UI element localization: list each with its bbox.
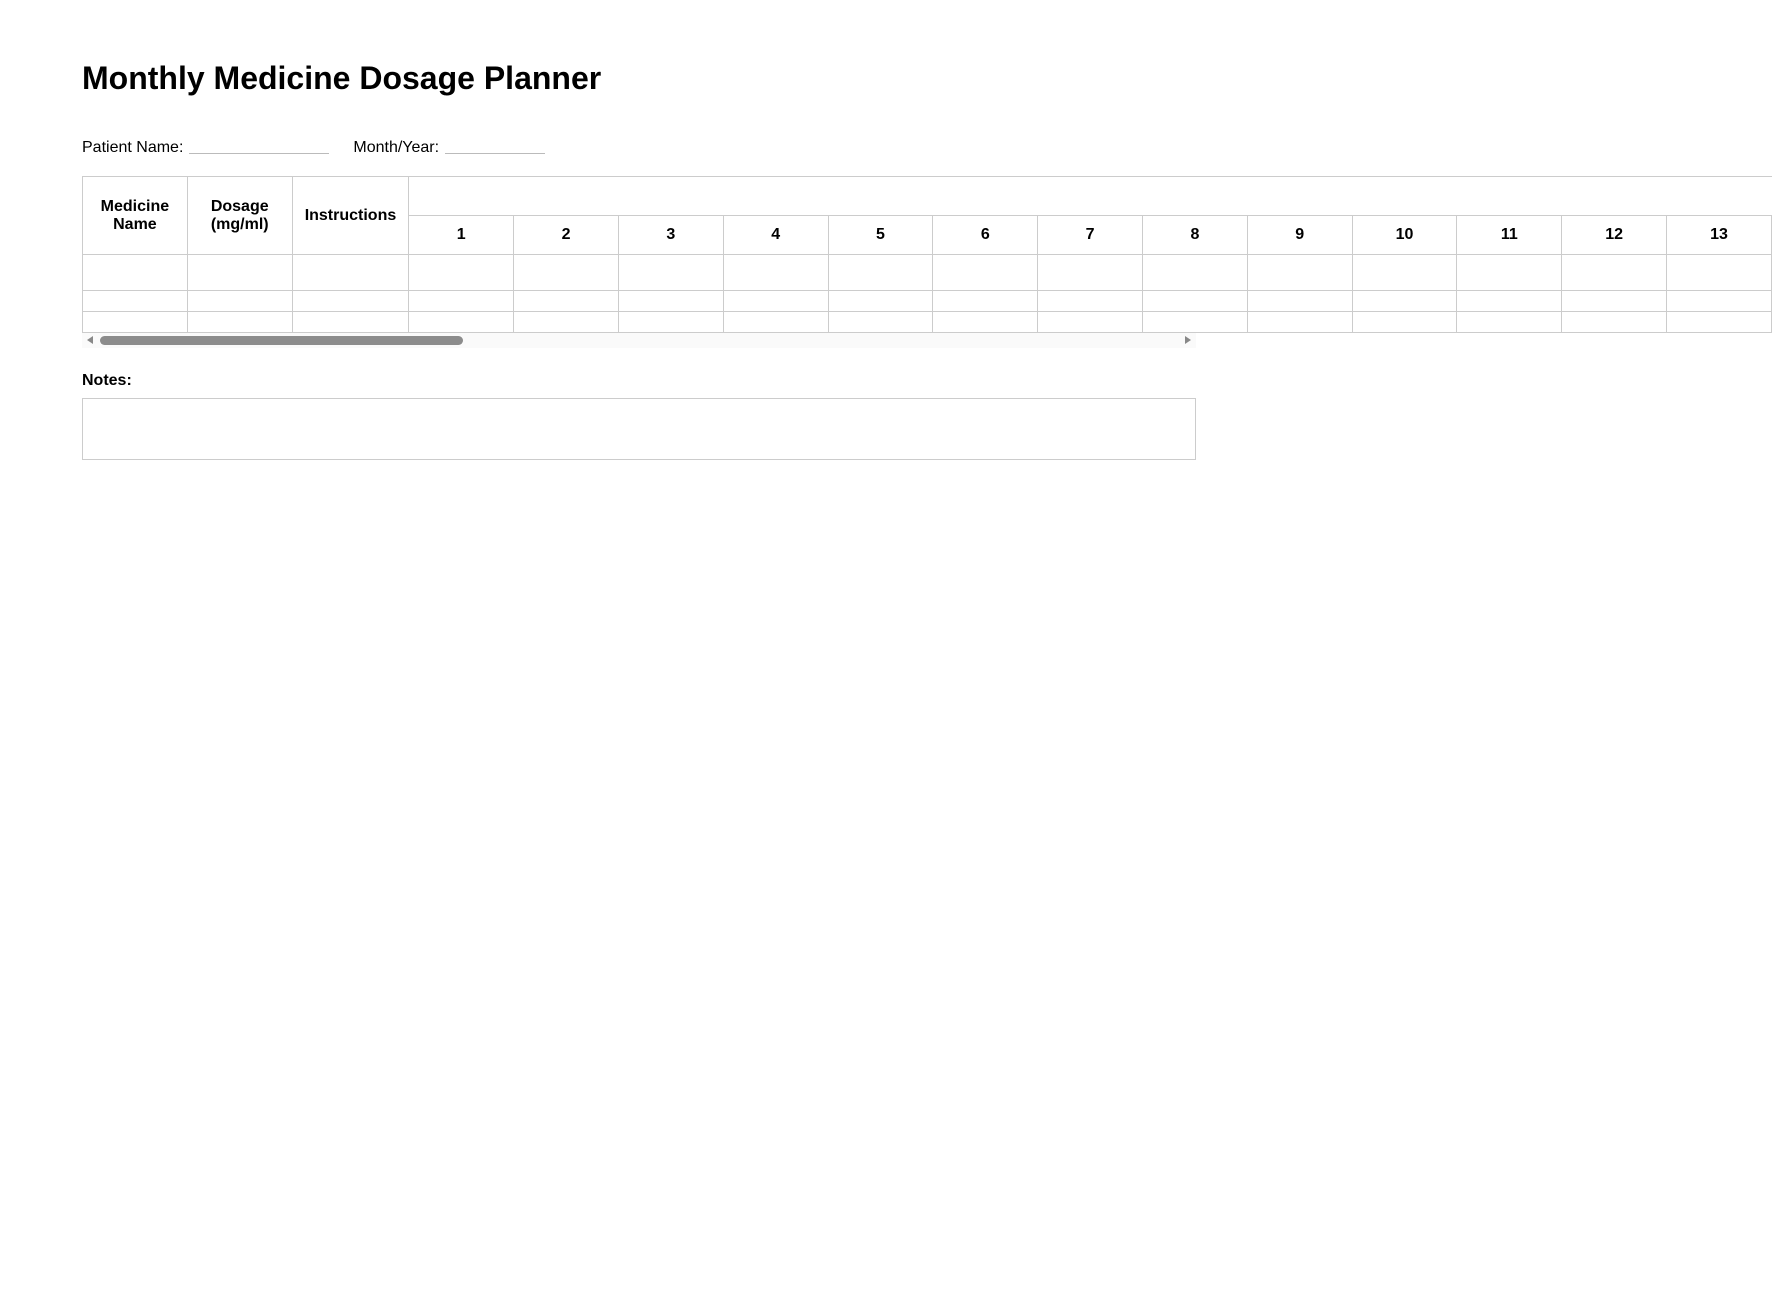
horizontal-scrollbar[interactable] (82, 333, 1196, 348)
table-cell[interactable] (409, 255, 514, 291)
table-cell[interactable] (1667, 255, 1772, 291)
table-cell[interactable] (618, 255, 723, 291)
scroll-left-arrow-icon[interactable] (87, 336, 93, 344)
table-cell[interactable] (1143, 291, 1248, 312)
day-header: 7 (1038, 216, 1143, 255)
header-days-group (409, 177, 1772, 216)
table-cell[interactable] (409, 291, 514, 312)
day-header: 1 (409, 216, 514, 255)
table-cell[interactable] (187, 255, 292, 291)
day-header: 12 (1562, 216, 1667, 255)
table-cell[interactable] (1457, 255, 1562, 291)
page-title: Monthly Medicine Dosage Planner (82, 60, 602, 96)
table-cell[interactable] (1247, 291, 1352, 312)
table-cell[interactable] (828, 291, 933, 312)
table-cell[interactable] (1038, 312, 1143, 333)
table-cell[interactable] (1562, 312, 1667, 333)
day-header: 4 (723, 216, 828, 255)
day-header: 3 (618, 216, 723, 255)
table-cell[interactable] (1562, 291, 1667, 312)
table-cell[interactable] (1667, 291, 1772, 312)
day-header: 13 (1667, 216, 1772, 255)
scroll-thumb[interactable] (100, 336, 463, 345)
table-body (83, 255, 1772, 333)
table-cell[interactable] (1247, 312, 1352, 333)
table-cell[interactable] (187, 291, 292, 312)
table-cell[interactable] (1457, 291, 1562, 312)
table-cell[interactable] (723, 255, 828, 291)
table-cell[interactable] (409, 312, 514, 333)
notes-label: Notes: (82, 372, 132, 389)
table-cell[interactable] (1038, 255, 1143, 291)
notes-box[interactable] (82, 398, 1196, 460)
day-header: 10 (1352, 216, 1457, 255)
table-cell[interactable] (1038, 291, 1143, 312)
table-cell[interactable] (1562, 255, 1667, 291)
month-year-label: Month/Year: (353, 139, 440, 156)
table-row (83, 291, 1772, 312)
table-cell[interactable] (1143, 312, 1248, 333)
table-cell[interactable] (514, 255, 619, 291)
table-cell[interactable] (83, 312, 188, 333)
dosage-table-scroll-area[interactable] (82, 176, 1728, 333)
table-cell[interactable] (1352, 291, 1457, 312)
table-cell[interactable] (1352, 255, 1457, 291)
table-cell[interactable] (1247, 255, 1352, 291)
table-cell[interactable] (1667, 312, 1772, 333)
table-row (83, 255, 1772, 291)
table-cell[interactable] (1143, 255, 1248, 291)
table-cell[interactable] (618, 312, 723, 333)
patient-name-label: Patient Name: (82, 139, 184, 156)
table-cell[interactable] (933, 312, 1038, 333)
table-cell[interactable] (292, 291, 409, 312)
table-header-row (83, 177, 1772, 216)
day-header: 2 (514, 216, 619, 255)
header-dosage: Dosage (mg/ml) (187, 177, 292, 255)
table-cell[interactable] (514, 312, 619, 333)
table-cell[interactable] (83, 255, 188, 291)
table-cell[interactable] (187, 312, 292, 333)
day-header: 9 (1247, 216, 1352, 255)
table-cell[interactable] (1457, 312, 1562, 333)
month-year-field[interactable] (445, 139, 545, 154)
day-header: 11 (1457, 216, 1562, 255)
table-cell[interactable] (828, 312, 933, 333)
scroll-right-arrow-icon[interactable] (1185, 336, 1191, 344)
table-cell[interactable] (83, 291, 188, 312)
table-cell[interactable] (723, 312, 828, 333)
header-fields (82, 138, 545, 158)
patient-name-field[interactable] (189, 139, 329, 154)
table-cell[interactable] (514, 291, 619, 312)
day-header: 5 (828, 216, 933, 255)
header-instructions: Instructions (292, 177, 409, 255)
table-row (83, 312, 1772, 333)
table-cell[interactable] (292, 255, 409, 291)
dosage-table (82, 176, 1772, 333)
table-cell[interactable] (933, 291, 1038, 312)
table-cell[interactable] (292, 312, 409, 333)
table-cell[interactable] (618, 291, 723, 312)
table-cell[interactable] (828, 255, 933, 291)
table-cell[interactable] (1352, 312, 1457, 333)
day-header: 8 (1143, 216, 1248, 255)
header-medicine-name: Medicine Name (83, 177, 188, 255)
table-cell[interactable] (723, 291, 828, 312)
table-cell[interactable] (933, 255, 1038, 291)
day-header: 6 (933, 216, 1038, 255)
